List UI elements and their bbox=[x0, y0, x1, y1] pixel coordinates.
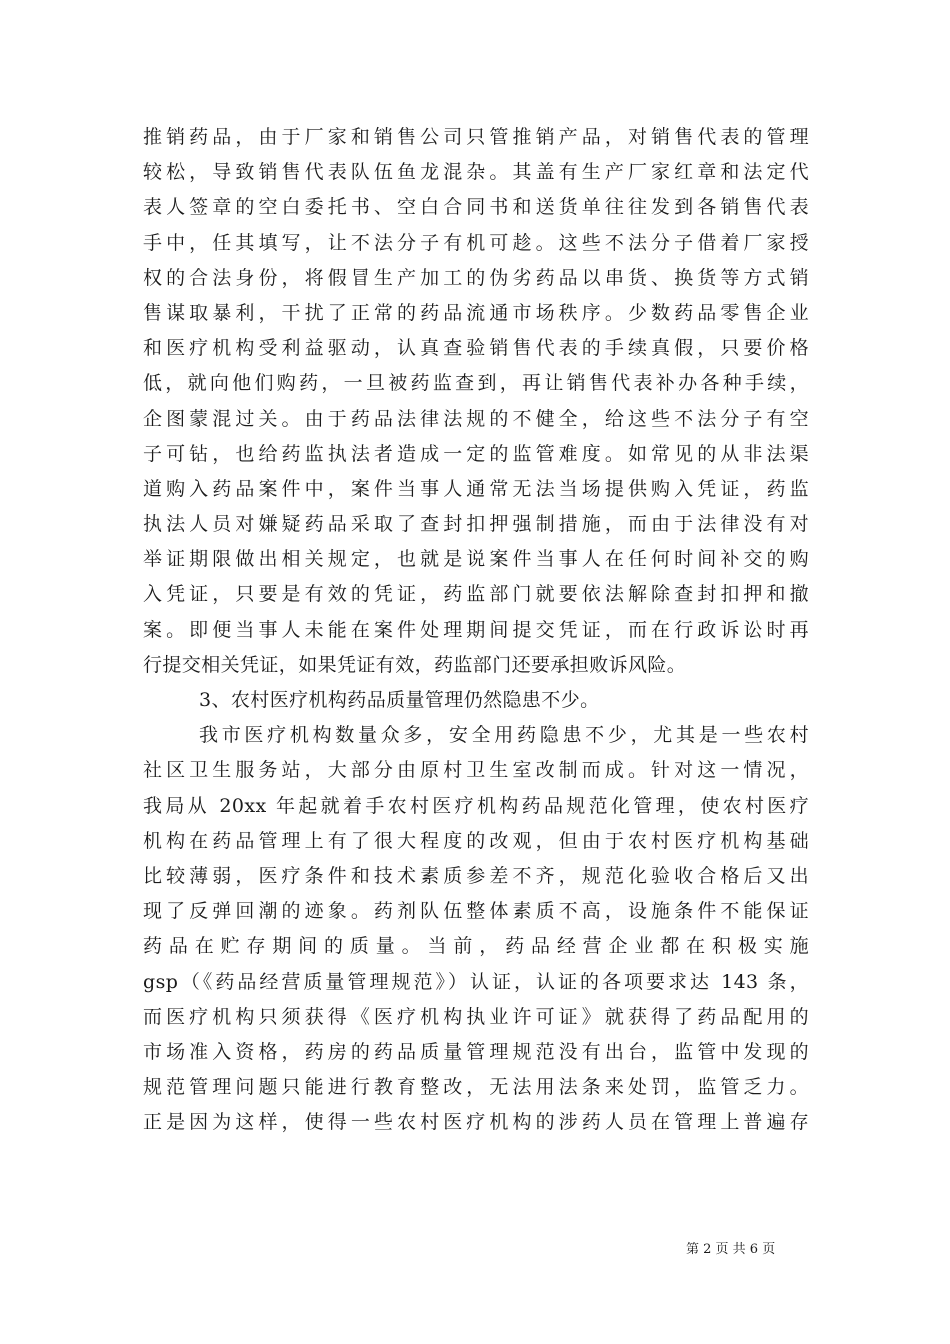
paragraph-line: 子可钻，也给药监执法者造成一定的监管难度。如常见的从非法渠 bbox=[143, 442, 809, 465]
paragraph-line: 低，就向他们购药，一旦被药监查到，再让销售代表补办各种手续， bbox=[143, 372, 809, 395]
paragraph-line: 企图蒙混过关。由于药品法律法规的不健全，给这些不法分子有空 bbox=[143, 407, 809, 430]
paragraph-line: 机构在药品管理上有了很大程度的改观，但由于农村医疗机构基础 bbox=[143, 829, 809, 852]
paragraph-line: 我局从 20xx 年起就着手农村医疗机构药品规范化管理，使农村医疗 bbox=[143, 794, 809, 817]
paragraph-line: 较松，导致销售代表队伍鱼龙混杂。其盖有生产厂家红章和法定代 bbox=[143, 161, 809, 184]
paragraph-line: 举证期限做出相关规定，也就是说案件当事人在任何时间补交的购 bbox=[143, 548, 809, 571]
paragraph-line: 推销药品，由于厂家和销售公司只管推销产品，对销售代表的管理 bbox=[143, 126, 809, 148]
paragraph-line: 现了反弹回潮的迹象。药剂队伍整体素质不高，设施条件不能保证 bbox=[143, 900, 809, 923]
paragraph-line: 道购入药品案件中，案件当事人通常无法当场提供购入凭证，药监 bbox=[143, 477, 809, 500]
paragraph-line: 案。即便当事人未能在案件处理期间提交凭证，而在行政诉讼时再 bbox=[143, 618, 809, 641]
paragraph-line: gsp（《药品经营质量管理规范》）认证，认证的各项要求达 143 条， bbox=[143, 970, 809, 993]
paragraph-line: 规范管理问题只能进行教育整改，无法用法条来处罚，监管乏力。 bbox=[143, 1076, 809, 1099]
paragraph-line: 售谋取暴利，干扰了正常的药品流通市场秩序。少数药品零售企业 bbox=[143, 301, 809, 324]
paragraph-line: 而医疗机构只须获得《医疗机构执业许可证》就获得了药品配用的 bbox=[143, 1005, 809, 1028]
paragraph-line: 入凭证，只要是有效的凭证，药监部门就要依法解除查封扣押和撤 bbox=[143, 583, 809, 606]
paragraph-line: 社区卫生服务站，大部分由原村卫生室改制而成。针对这一情况， bbox=[143, 759, 809, 782]
paragraph-line: 正是因为这样，使得一些农村医疗机构的涉药人员在管理上普遍存 bbox=[143, 1111, 809, 1134]
paragraph-line: 和医疗机构受利益驱动，认真查验销售代表的手续真假，只要价格 bbox=[143, 337, 809, 360]
paragraph-line: 药品在贮存期间的质量。当前，药品经营企业都在积极实施 bbox=[143, 935, 809, 958]
paragraph-line: 表人签章的空白委托书、空白合同书和送货单往往发到各销售代表 bbox=[143, 196, 809, 219]
document-body bbox=[143, 120, 809, 1140]
paragraph-line: 比较薄弱，医疗条件和技术素质参差不齐，规范化验收合格后又出 bbox=[143, 864, 809, 887]
paragraph-line: 权的合法身份，将假冒生产加工的伪劣药品以串货、换货等方式销 bbox=[143, 266, 809, 289]
paragraph-line: 执法人员对嫌疑药品采取了查封扣押强制措施，而由于法律没有对 bbox=[143, 513, 809, 536]
paragraph-line: 手中，任其填写，让不法分子有机可趁。这些不法分子借着厂家授 bbox=[143, 231, 809, 254]
page-number: 第 2 页 共 6 页 bbox=[686, 1242, 776, 1257]
paragraph-line: 我市医疗机构数量众多，安全用药隐患不少，尤其是一些农村 bbox=[199, 724, 809, 747]
section-heading: 3、农村医疗机构药品质量管理仍然隐患不少。 bbox=[199, 689, 600, 711]
paragraph-line: 市场准入资格，药房的药品质量管理规范没有出台，监管中发现的 bbox=[143, 1040, 809, 1063]
paragraph-line: 行提交相关凭证，如果凭证有效，药监部门还要承担败诉风险。 bbox=[143, 653, 687, 676]
